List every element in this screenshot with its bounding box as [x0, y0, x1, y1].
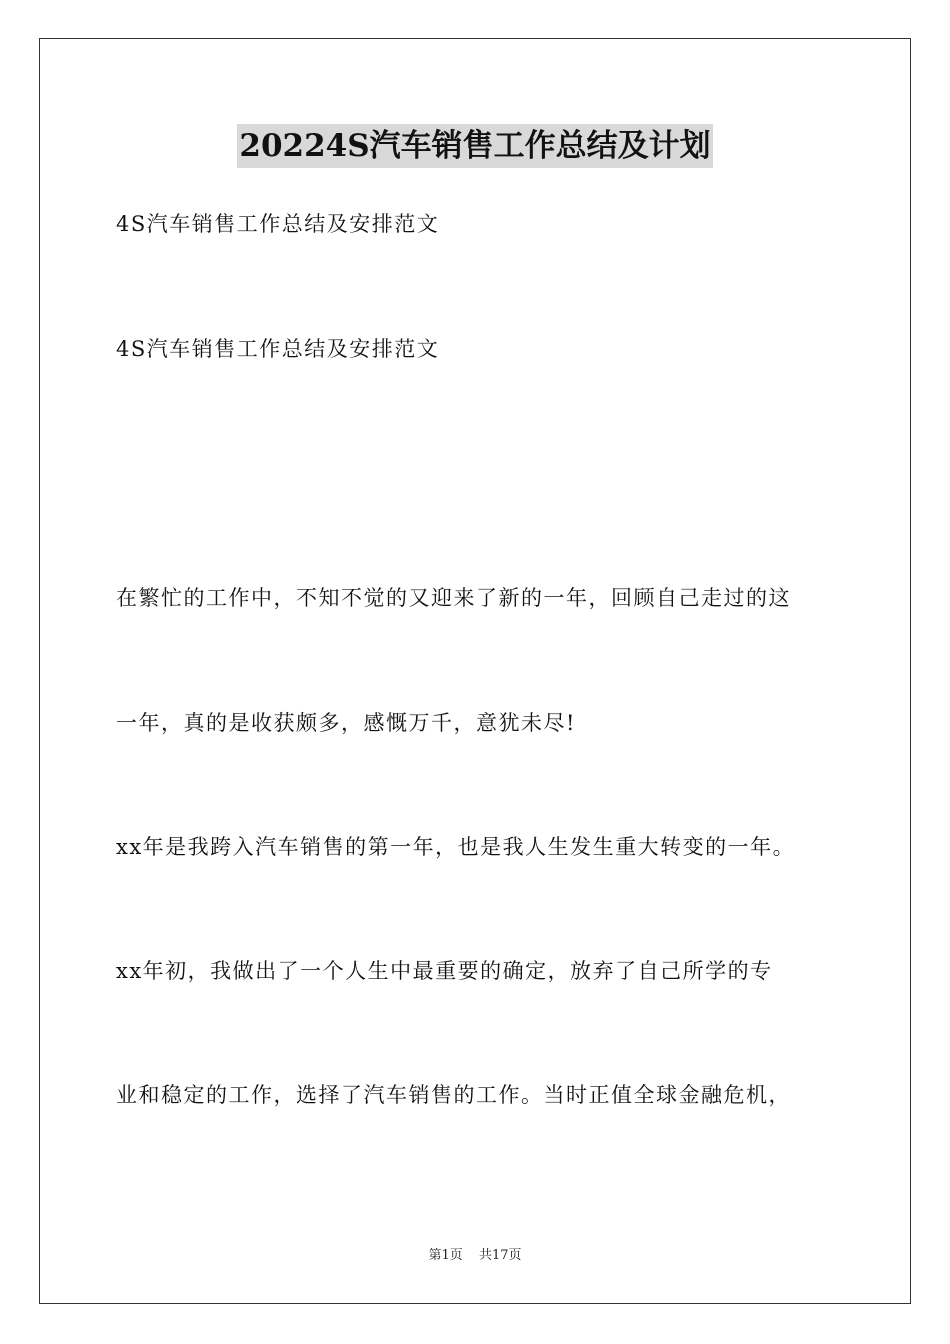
subtitle-line-1: 4S汽车销售工作总结及安排范文 — [116, 212, 440, 236]
paragraph-line: 在繁忙的工作中，不知不觉的又迎来了新的一年，回顾自己走过的这 — [116, 586, 791, 610]
page-number-total: 共17页 — [478, 1248, 522, 1263]
paragraph-line: 业和稳定的工作，选择了汽车销售的工作。当时正值全球金融危机， — [116, 1083, 791, 1107]
page-number-current: 第1页 — [428, 1248, 463, 1263]
paragraph-line: xx年是我跨入汽车销售的第一年，也是我人生发生重大转变的一年。 — [116, 835, 796, 859]
document-title: 20224S汽车销售工作总结及计划 — [237, 124, 712, 168]
page-footer — [0, 1246, 950, 1266]
paragraph-line: 一年，真的是收获颇多，感慨万千，意犹未尽! — [116, 711, 576, 735]
title-container — [0, 124, 950, 168]
subtitle-line-2: 4S汽车销售工作总结及安排范文 — [116, 337, 440, 361]
paragraph-line: xx年初，我做出了一个人生中最重要的确定，放弃了自己所学的专 — [116, 959, 773, 983]
